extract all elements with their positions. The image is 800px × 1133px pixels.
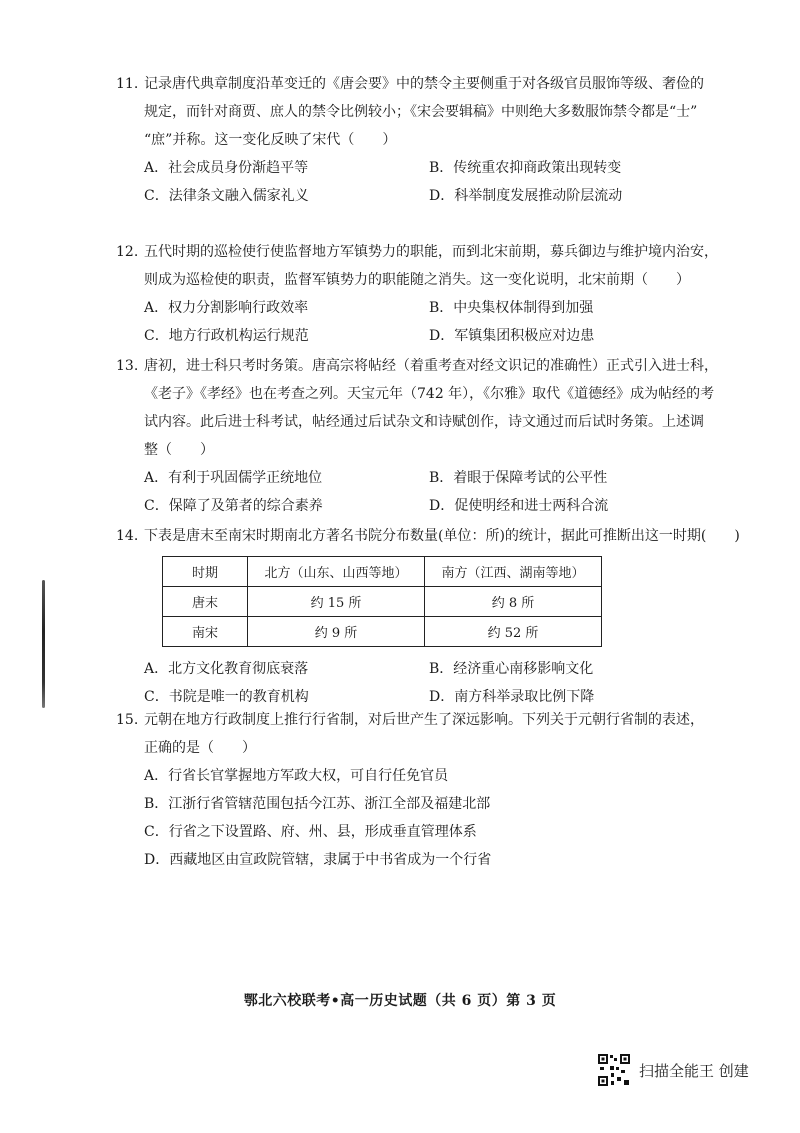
options: [116, 762, 716, 874]
stem-line: 五代时期的巡检使行使监督地方军镇势力的职能，而到北宋前期，募兵御边与维护境内治安，: [144, 244, 718, 260]
stem-line: 则成为巡检使的职责，监督军镇势力的职能随之消失。这一变化说明，北宋前期（ ）: [144, 272, 690, 288]
question-13: [116, 352, 716, 520]
option-b[interactable]: B．中央集权体制得到加强: [429, 300, 594, 316]
option-a[interactable]: A．行省长官掌握地方军政大权，可自行任免官员: [144, 768, 449, 784]
option-c[interactable]: C．书院是唯一的教育机构: [144, 689, 309, 705]
table-cell: 约 15 所: [248, 587, 425, 617]
question-12: [116, 238, 716, 350]
question-number: 12.: [116, 244, 139, 260]
question-11: [116, 70, 716, 210]
question-stem: [116, 238, 716, 294]
table-cell: 唐末: [163, 587, 248, 617]
stem-line: 下表是唐末至南宋时期南北方著名书院分布数量(单位：所)的统计，据此可推断出这一时期( ): [144, 528, 740, 544]
table-cell: 约 8 所: [425, 587, 602, 617]
option-c[interactable]: C．地方行政机构运行规范: [144, 328, 309, 344]
table-cell: 约 9 所: [248, 617, 425, 647]
question-stem: [116, 352, 716, 464]
option-a[interactable]: A．权力分割影响行政效率: [144, 300, 309, 316]
watermark-text: 扫描全能王 创建: [639, 1061, 749, 1080]
stem-line: 唐初，进士科只考时务策。唐高宗将帖经（着重考查对经文识记的准确性）正式引入进士科，: [144, 358, 718, 374]
stem-line: 元朝在地方行政制度上推行行省制，对后世产生了深远影响。下列关于元朝行省制的表述，: [144, 712, 704, 728]
academy-distribution-table: [162, 556, 602, 647]
question-stem: [116, 522, 740, 550]
table-cell: 南宋: [163, 617, 248, 647]
option-c[interactable]: C．法律条文融入儒家礼义: [144, 188, 309, 204]
options: [116, 464, 716, 520]
page-footer: 鄂北六校联考•高一历史试题（共 6 页）第 3 页: [243, 993, 557, 1009]
option-d[interactable]: D．促使明经和进士两科合流: [429, 498, 609, 514]
table-header-cell: 南方（江西、湖南等地）: [425, 557, 602, 587]
options: [116, 294, 716, 350]
question-number: 15.: [116, 712, 139, 728]
option-b[interactable]: B．江浙行省管辖范围包括今江苏、浙江全部及福建北部: [144, 796, 491, 812]
options: [116, 655, 716, 711]
question-stem: [116, 70, 716, 154]
option-b[interactable]: B．着眼于保障考试的公平性: [429, 470, 608, 486]
table-header-cell: 时期: [163, 557, 248, 587]
option-b[interactable]: B．经济重心南移影响文化: [429, 661, 594, 677]
question-14: [116, 522, 740, 711]
stem-line: 正确的是（ ）: [144, 740, 256, 756]
question-number: 11.: [116, 76, 139, 92]
option-d[interactable]: D．军镇集团积极应对边患: [429, 328, 595, 344]
question-stem: [116, 706, 716, 762]
stem-line: 记录唐代典章制度沿革变迁的《唐会要》中的禁令主要侧重于对各级官员服饰等级、奢俭的: [144, 76, 704, 92]
table-header-row: [163, 557, 602, 587]
table-header-cell: 北方（山东、山西等地）: [248, 557, 425, 587]
table-cell: 约 52 所: [425, 617, 602, 647]
option-b[interactable]: B．传统重农抑商政策出现转变: [429, 160, 622, 176]
question-number: 13.: [116, 358, 139, 374]
options: [116, 154, 716, 210]
table-row: [163, 617, 602, 647]
qr-code-icon: [597, 1053, 631, 1087]
scan-edge-mark: [42, 580, 45, 708]
option-d[interactable]: D．科举制度发展推动阶层流动: [429, 188, 623, 204]
question-15: [116, 706, 716, 874]
option-a[interactable]: A．北方文化教育彻底衰落: [144, 661, 309, 677]
stem-line: 试内容。此后进士科考试，帖经通过后试杂文和诗赋创作，诗文通过而后试时务策。上述调: [144, 414, 704, 430]
table-row: [163, 587, 602, 617]
question-number: 14.: [116, 528, 139, 544]
option-c[interactable]: C．保障了及第者的综合素养: [144, 498, 323, 514]
option-a[interactable]: A．社会成员身份渐趋平等: [144, 160, 309, 176]
stem-line: 规定，而针对商贾、庶人的禁令比例较小；《宋会要辑稿》中则绝大多数服饰禁令都是“士”: [144, 104, 698, 120]
stem-line: 《老子》《孝经》也在考查之列。天宝元年（742 年），《尔雅》取代《道德经》成为帖经的考: [144, 386, 715, 402]
option-a[interactable]: A．有利于巩固儒学正统地位: [144, 470, 323, 486]
option-d[interactable]: D．西藏地区由宣政院管辖，隶属于中书省成为一个行省: [144, 852, 492, 868]
option-d[interactable]: D．南方科举录取比例下降: [429, 689, 595, 705]
scanner-watermark: [597, 1052, 749, 1088]
stem-line: 整（ ）: [144, 442, 214, 458]
stem-line: “庶”并称。这一变化反映了宋代（ ）: [144, 132, 397, 148]
option-c[interactable]: C．行省之下设置路、府、州、县，形成垂直管理体系: [144, 824, 477, 840]
